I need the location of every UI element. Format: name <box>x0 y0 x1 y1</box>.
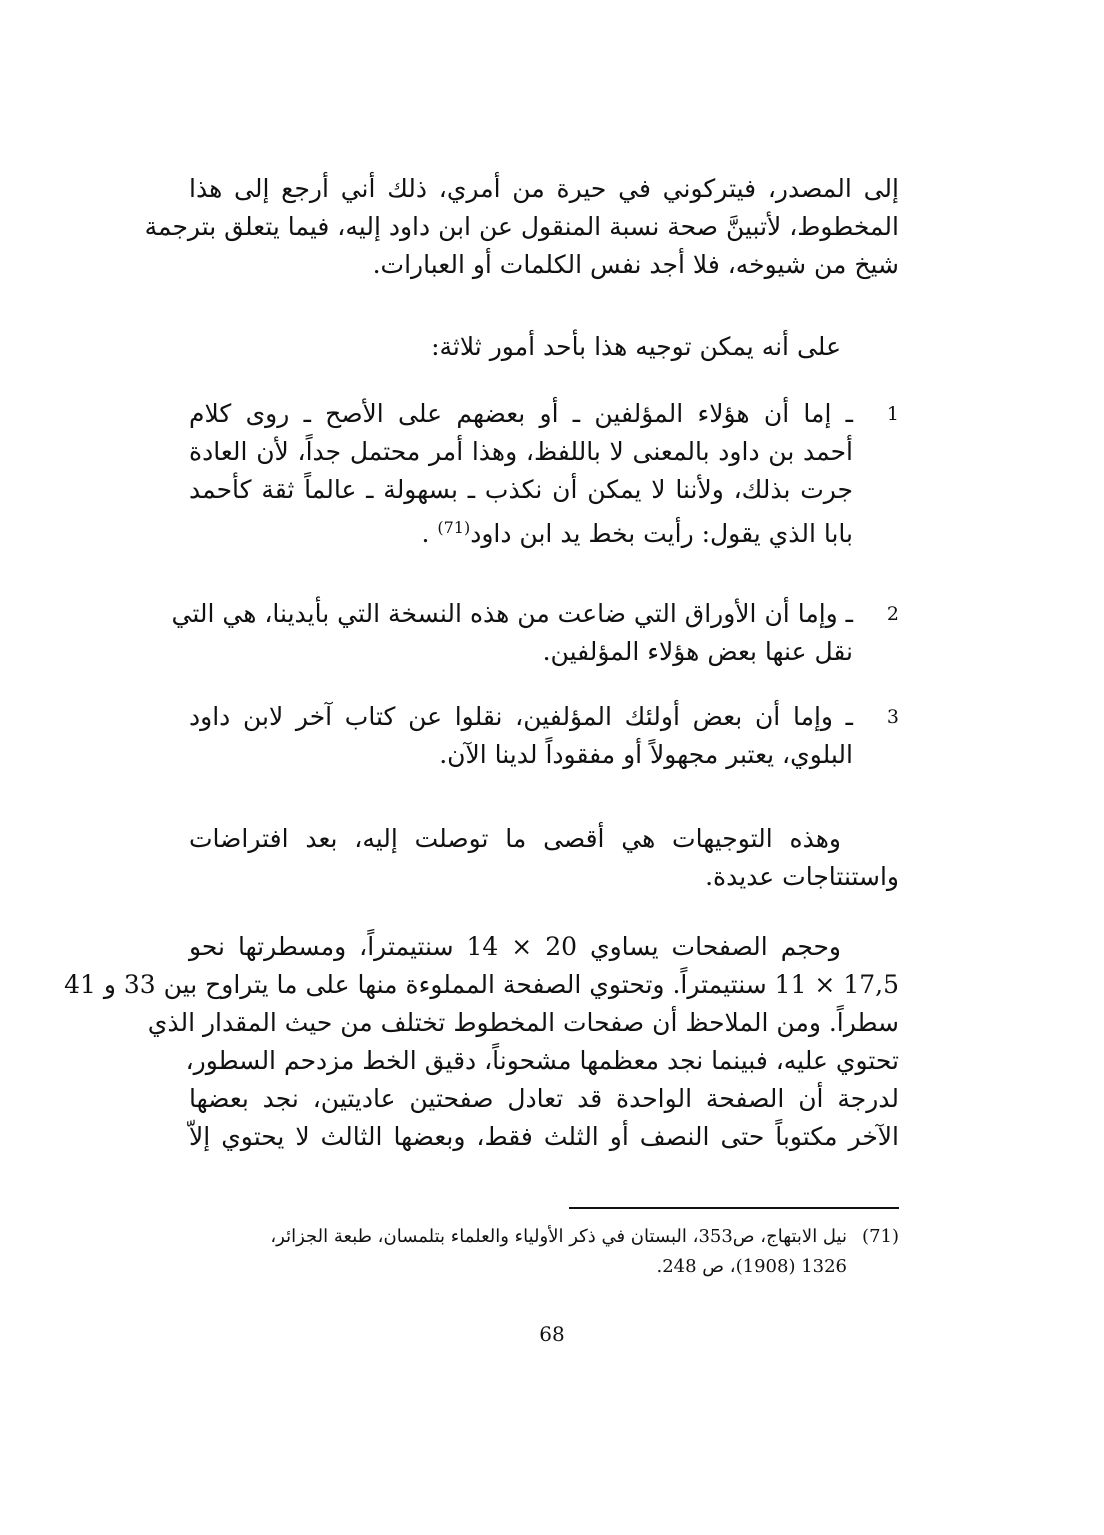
text-line: الآخر مكتوباً حتى النصف أو الثلث فقط، وبعضها الثالث لا يحتوي إلاّ <box>189 1122 899 1151</box>
text-line: ـ وإما أن الأوراق التي ضاعت من هذه النسخة التي بأيدينا، هي التي <box>171 599 853 628</box>
text-line: المخطوط، لأتبينَّ صحة نسبة المنقول عن ابن داود إليه، فيما يتعلق بترجمة <box>144 212 899 241</box>
list-item-3 <box>189 698 899 774</box>
text-line: البلوي، يعتبر مجهولاً أو مفقوداً لدينا الآن. <box>439 740 853 769</box>
footnote-reference: (71) <box>437 518 471 537</box>
text-line: سطراً. ومن الملاحظ أن صفحات المخطوط تختلف من حيث المقدار الذي <box>147 1008 899 1037</box>
text-line: نقل عنها بعض هؤلاء المؤلفين. <box>542 637 853 666</box>
page-number: 68 <box>539 1322 565 1346</box>
text-line: ـ إما أن هؤلاء المؤلفين ـ أو بعضهم على الأصح ـ روى كلام <box>189 399 853 428</box>
text-line: وهذه التوجيهات هي أقصى ما توصلت إليه، بعد افتراضات <box>189 824 841 853</box>
list-item-1 <box>189 395 899 553</box>
text-line: أحمد بن داود بالمعنى لا باللفظ، وهذا أمر محتمل جداً، لأن العادة <box>189 437 853 466</box>
text-line: إلى المصدر، فيتركوني في حيرة من أمري، ذلك أني أرجع إلى هذا <box>189 174 899 203</box>
list-item-number: 2 <box>886 603 899 625</box>
footnote <box>189 1222 899 1282</box>
paragraph-1 <box>144 170 899 284</box>
footnote-line: نيل الابتهاج، ص353، البستان في ذكر الأولياء والعلماء بتلمسان، طبعة الجزائر، <box>270 1226 847 1247</box>
end-punctuation: . <box>421 519 430 548</box>
footnote-mark: (71) <box>862 1226 899 1247</box>
paragraph-2 <box>189 328 899 366</box>
text-line: وحجم الصفحات يساوي 20 × 14 سنتيمتراً، ومسطرتها نحو <box>189 932 842 961</box>
text-line: ـ وإما أن بعض أولئك المؤلفين، نقلوا عن كتاب آخر لابن داود <box>189 702 853 731</box>
text-line: تحتوي عليه، فبينما نجد معظمها مشحوناً، دقيق الخط مزدحم السطور، <box>185 1046 899 1075</box>
text-line: لدرجة أن الصفحة الواحدة قد تعادل صفحتين عاديتين، نجد بعضها <box>189 1084 899 1113</box>
text-line: على أنه يمكن توجيه هذا بأحد أمور ثلاثة: <box>431 332 841 361</box>
text-line: جرت بذلك، ولأننا لا يمكن أن نكذب ـ بسهولة ـ عالماً ثقة كأحمد <box>189 475 853 504</box>
footnote-divider <box>569 1207 899 1209</box>
paragraph-3 <box>189 820 899 896</box>
footnote-line: 1326 (1908)، ص 248. <box>656 1256 847 1277</box>
text-segment: بابا الذي يقول: رأيت بخط يد ابن داود <box>470 519 853 548</box>
text-line: شيخ من شيوخه، فلا أجد نفس الكلمات أو العبارات. <box>372 250 899 279</box>
list-item-number: 3 <box>886 706 899 728</box>
text-line <box>189 509 853 553</box>
paragraph-4 <box>64 928 899 1156</box>
text-line: 17,5 × 11 سنتيمتراً. وتحتوي الصفحة المملوءة منها على ما يتراوح بين 33 و 41 <box>64 970 899 999</box>
text-line: واستنتاجات عديدة. <box>705 862 899 891</box>
list-item-2 <box>171 595 899 671</box>
list-item-number: 1 <box>886 403 899 425</box>
